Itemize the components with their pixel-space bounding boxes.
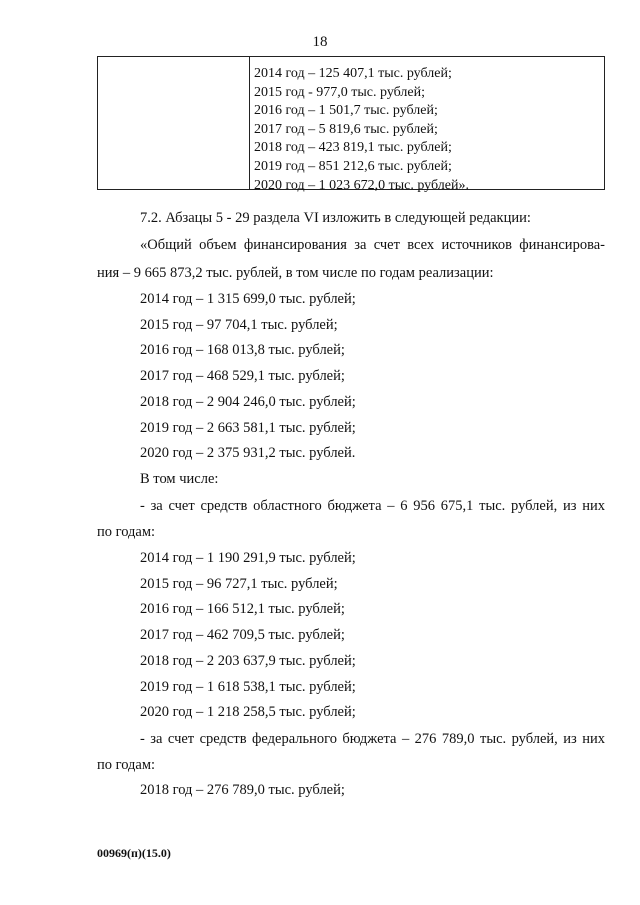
regional-year-line: 2020 год – 1 218 258,5 тыс. рублей; <box>140 704 356 720</box>
regional-budget-line: по годам: <box>97 524 156 540</box>
total-year-line: 2016 год – 168 013,8 тыс. рублей; <box>140 342 345 358</box>
table-line: 2019 год – 851 212,6 тыс. рублей; <box>254 158 452 174</box>
total-year-line: 2017 год – 468 529,1 тыс. рублей; <box>140 368 345 384</box>
table-empty-cell <box>98 57 250 189</box>
total-year-line: 2019 год – 2 663 581,1 тыс. рублей; <box>140 420 356 436</box>
total-year-line: 2020 год – 2 375 931,2 тыс. рублей. <box>140 445 356 461</box>
intro-line: ния – 9 665 873,2 тыс. рублей, в том числе по годам реализации: <box>97 265 494 281</box>
regional-budget-line: - за счет средств областного бюджета – 6 956 675,1 тыс. рублей, из них <box>140 498 605 514</box>
regional-year-line: 2016 год – 166 512,1 тыс. рублей; <box>140 601 345 617</box>
table-line: 2015 год - 977,0 тыс. рублей; <box>254 84 426 100</box>
table-line: 2020 год – 1 023 672,0 тыс. рублей». <box>254 177 469 193</box>
page-number: 18 <box>312 34 328 50</box>
federal-year-line: 2018 год – 276 789,0 тыс. рублей; <box>140 782 345 798</box>
federal-budget-line: - за счет средств федерального бюджета – 276 789,0 тыс. рублей, из них <box>140 731 605 747</box>
regional-year-line: 2015 год – 96 727,1 тыс. рублей; <box>140 576 338 592</box>
regional-year-line: 2017 год – 462 709,5 тыс. рублей; <box>140 627 345 643</box>
section-heading: 7.2. Абзацы 5 - 29 раздела VI изложить в следующей редакции: <box>140 210 531 226</box>
table-line: 2014 год – 125 407,1 тыс. рублей; <box>254 66 452 81</box>
total-year-line: 2014 год – 1 315 699,0 тыс. рублей; <box>140 291 356 307</box>
subsection-label: В том числе: <box>140 471 219 487</box>
document-code: 00969(п)(15.0) <box>97 846 171 860</box>
regional-year-line: 2018 год – 2 203 637,9 тыс. рублей; <box>140 653 356 669</box>
table-line: 2017 год – 5 819,6 тыс. рублей; <box>254 121 438 137</box>
regional-year-line: 2019 год – 1 618 538,1 тыс. рублей; <box>140 679 356 695</box>
intro-line: «Общий объем финансирования за счет всех источников финансирова- <box>140 237 605 253</box>
total-year-line: 2018 год – 2 904 246,0 тыс. рублей; <box>140 394 356 410</box>
table-line: 2018 год – 423 819,1 тыс. рублей; <box>254 140 452 156</box>
regional-year-line: 2014 год – 1 190 291,9 тыс. рублей; <box>140 550 356 566</box>
table-line: 2016 год – 1 501,7 тыс. рублей; <box>254 103 438 119</box>
funding-table <box>97 56 605 193</box>
table-years-cell <box>250 57 604 193</box>
federal-budget-line: по годам: <box>97 757 156 773</box>
total-year-line: 2015 год – 97 704,1 тыс. рублей; <box>140 317 338 333</box>
